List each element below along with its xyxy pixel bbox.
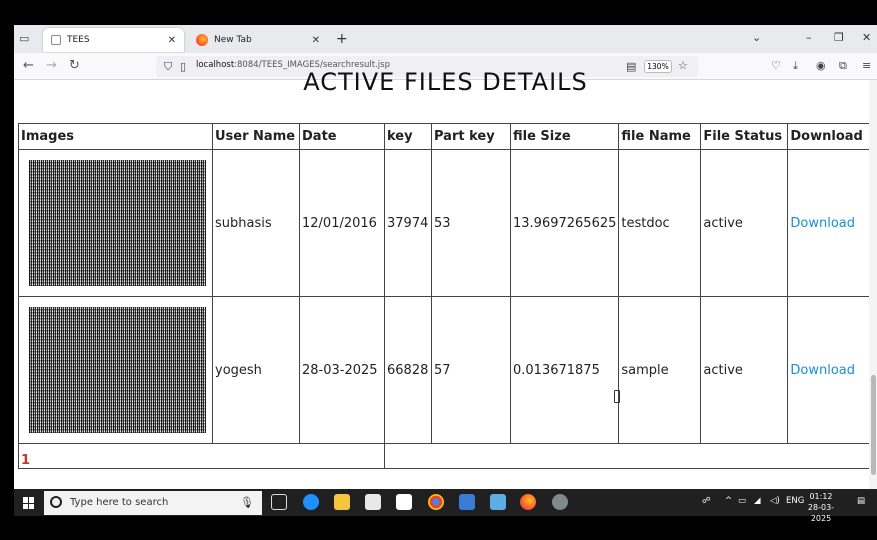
cell-file-name: sample bbox=[619, 297, 701, 444]
reader-view-icon[interactable]: ▤ bbox=[626, 60, 637, 73]
network-icon[interactable]: ◢ bbox=[754, 496, 761, 506]
files-table bbox=[18, 123, 874, 469]
search-icon bbox=[50, 496, 62, 508]
pocket-icon[interactable]: ♡ bbox=[771, 59, 781, 72]
minimize-icon[interactable]: – bbox=[806, 31, 812, 44]
tab-tees[interactable] bbox=[43, 28, 184, 52]
url-host: localhost bbox=[196, 60, 235, 70]
windows-start-icon[interactable] bbox=[23, 497, 35, 509]
tab-label: New Tab bbox=[214, 35, 252, 45]
extensions-icon[interactable]: ⧉ bbox=[839, 59, 847, 72]
pagination-cell bbox=[19, 444, 385, 469]
close-tab-icon[interactable]: ✕ bbox=[311, 34, 320, 46]
cell-file-size: 0.013671875 bbox=[511, 297, 619, 444]
tab-label: TEES bbox=[67, 35, 90, 45]
cell-file-size: 13.9697265625 bbox=[511, 150, 619, 297]
cell-download bbox=[788, 297, 874, 444]
volume-icon[interactable]: ◁) bbox=[770, 496, 780, 506]
file-explorer-icon[interactable] bbox=[334, 494, 350, 510]
vertical-scrollbar[interactable] bbox=[869, 80, 877, 489]
col-user-name: User Name bbox=[213, 124, 300, 150]
people-icon[interactable]: ☍ bbox=[702, 496, 711, 506]
firefox-icon bbox=[196, 34, 208, 46]
page-icon bbox=[51, 35, 61, 45]
download-link[interactable]: Download bbox=[790, 362, 856, 378]
app-icon[interactable] bbox=[459, 494, 475, 510]
col-date: Date bbox=[300, 124, 385, 150]
image-cell bbox=[19, 297, 213, 444]
cell-file-status: active bbox=[701, 297, 788, 444]
cell-date: 12/01/2016 bbox=[300, 150, 385, 297]
image-cell bbox=[19, 150, 213, 297]
page-content bbox=[14, 68, 877, 489]
table-row bbox=[19, 150, 874, 297]
language-indicator[interactable]: ENG bbox=[786, 496, 805, 506]
restore-icon[interactable]: ❐ bbox=[834, 31, 844, 44]
tab-list-icon[interactable]: ▭ bbox=[19, 32, 30, 45]
cell-part-key: 53 bbox=[432, 150, 511, 297]
edge-icon[interactable] bbox=[303, 494, 319, 510]
clock-date: 28-03-2025 bbox=[807, 503, 835, 523]
col-file-status: File Status bbox=[701, 124, 788, 150]
downloads-icon[interactable]: ⤓ bbox=[793, 59, 798, 72]
account-icon[interactable]: ◉ bbox=[816, 59, 826, 72]
mail-icon[interactable] bbox=[396, 494, 412, 510]
cell-key: 37974 bbox=[385, 150, 432, 297]
clock-time: 01:12 bbox=[809, 492, 833, 501]
encrypted-image bbox=[29, 307, 206, 433]
table-header-row bbox=[19, 124, 874, 150]
app-icon[interactable] bbox=[490, 494, 506, 510]
text-cursor-icon bbox=[614, 390, 620, 403]
chrome-icon[interactable] bbox=[428, 494, 444, 510]
page-link[interactable]: 1 bbox=[21, 453, 31, 468]
page-info-icon[interactable]: ▯ bbox=[180, 60, 187, 73]
cell-file-name: testdoc bbox=[619, 150, 701, 297]
cell-user-name: subhasis bbox=[213, 150, 300, 297]
cell-date: 28-03-2025 bbox=[300, 297, 385, 444]
microphone-icon[interactable]: 🎙 bbox=[240, 496, 254, 509]
tab-new-tab[interactable] bbox=[188, 28, 328, 52]
notification-icon[interactable]: ▤ bbox=[857, 496, 866, 506]
task-view-icon[interactable] bbox=[271, 494, 287, 510]
close-window-icon[interactable]: ✕ bbox=[862, 31, 872, 44]
cell-key: 66828 bbox=[385, 297, 432, 444]
url-path: :8084/TEES_IMAGES/searchresult.jsp bbox=[234, 60, 390, 70]
page-title: ACTIVE FILES DETAILS bbox=[303, 68, 588, 96]
store-icon[interactable] bbox=[365, 494, 381, 510]
col-file-size: file Size bbox=[511, 124, 619, 150]
bookmark-star-icon[interactable]: ☆ bbox=[678, 59, 688, 72]
app-icon[interactable] bbox=[552, 494, 568, 510]
pagination-empty-cell bbox=[385, 444, 874, 469]
encrypted-image bbox=[29, 160, 206, 286]
col-file-name: file Name bbox=[619, 124, 701, 150]
scrollbar-thumb[interactable] bbox=[871, 375, 876, 475]
cell-user-name: yogesh bbox=[213, 297, 300, 444]
clock[interactable] bbox=[801, 491, 841, 524]
cell-download bbox=[788, 150, 874, 297]
shield-icon[interactable]: ⛉ bbox=[164, 60, 173, 73]
back-icon[interactable]: ← bbox=[23, 58, 34, 73]
search-placeholder: Type here to search bbox=[70, 497, 169, 508]
col-images: Images bbox=[19, 124, 213, 150]
download-link[interactable]: Download bbox=[790, 215, 856, 231]
cell-file-status: active bbox=[701, 150, 788, 297]
tab-strip bbox=[14, 25, 877, 53]
close-tab-icon[interactable]: ✕ bbox=[167, 34, 176, 46]
windows-taskbar bbox=[14, 489, 877, 523]
zoom-level[interactable]: 130% bbox=[644, 60, 672, 73]
screen bbox=[14, 25, 877, 523]
table-row bbox=[19, 297, 874, 444]
menu-icon[interactable]: ≡ bbox=[862, 59, 872, 72]
forward-icon[interactable]: → bbox=[46, 58, 57, 73]
chevron-up-icon[interactable]: ^ bbox=[725, 496, 733, 506]
battery-icon[interactable]: ▭ bbox=[738, 496, 747, 506]
col-part-key: Part key bbox=[432, 124, 511, 150]
col-key: key bbox=[385, 124, 432, 150]
cell-part-key: 57 bbox=[432, 297, 511, 444]
pagination-row bbox=[19, 444, 874, 469]
new-tab-icon[interactable]: + bbox=[336, 31, 348, 47]
col-download: Download bbox=[788, 124, 874, 150]
taskbar-search[interactable] bbox=[44, 491, 262, 515]
reload-icon[interactable]: ↻ bbox=[69, 58, 80, 73]
firefox-icon[interactable] bbox=[520, 494, 536, 510]
chevron-down-icon[interactable]: ⌄ bbox=[752, 31, 762, 44]
